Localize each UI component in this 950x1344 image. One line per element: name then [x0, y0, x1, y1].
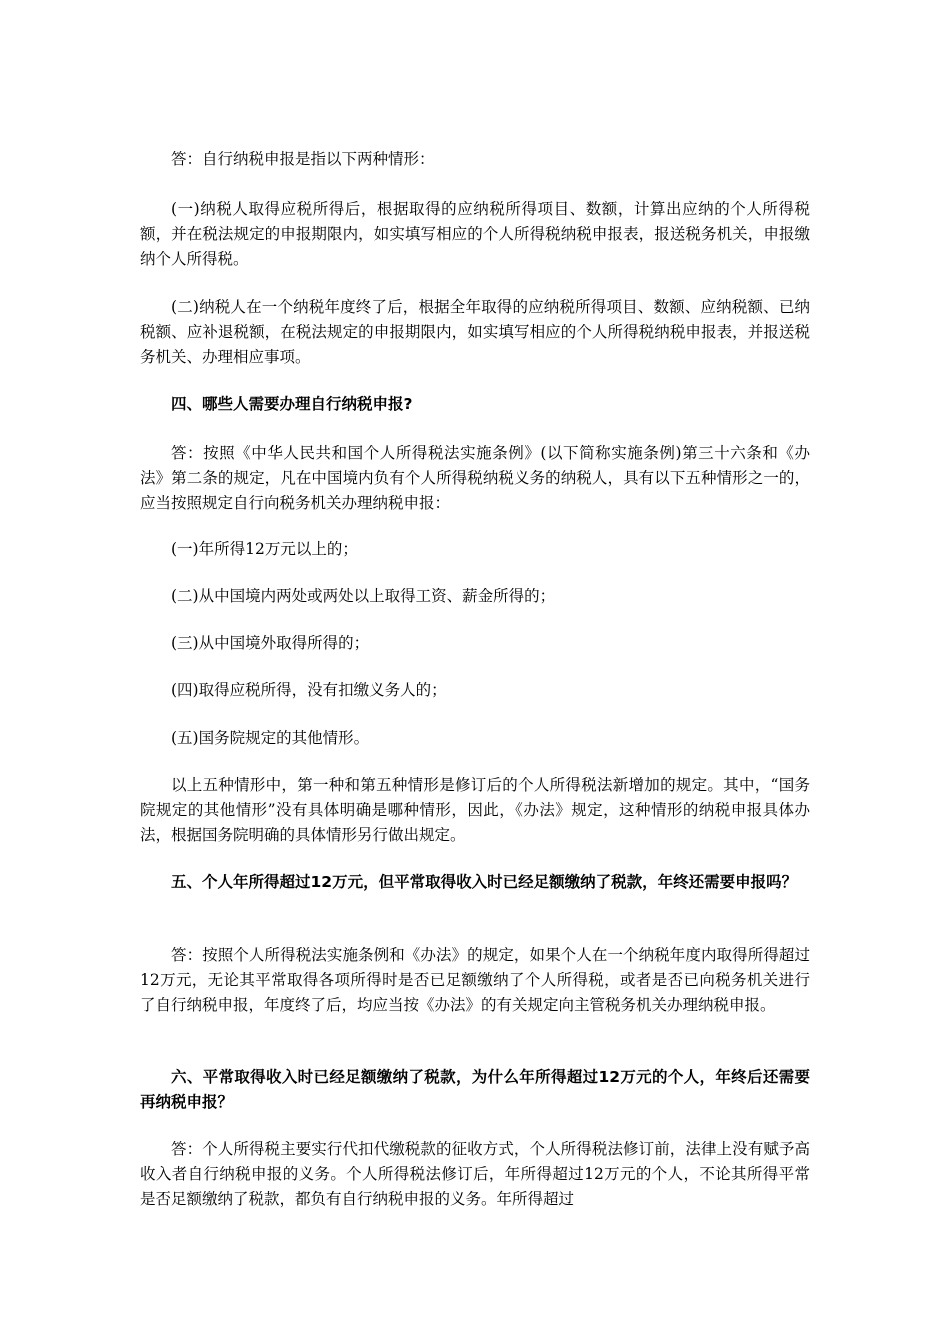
answer-4-item-3: (三)从中国境外取得所得的； [171, 634, 370, 652]
section-heading-5: 五、个人年所得超过12万元，但平常取得收入时已经足额缴纳了税款，年终还需要申报吗？ [171, 873, 798, 891]
section-heading-6: 六、平常取得收入时已经足额缴纳了税款，为什么年所得超过12万元的个人，年终后还需要再纳税申报？ [140, 1068, 810, 1111]
answer-4-note-paragraph: 以上五种情形中，第一种和第五种情形是修订后的个人所得税法新增加的规定。其中，“国务院规定的其他情形”没有具体明确是哪种情形，因此，《办法》规定，这种情形的纳税申报具体办法，根据国务院明确的具体情形另行做出规定。 [140, 776, 810, 844]
answer-3-case-2-paragraph: (二)纳税人在一个纳税年度终了后，根据全年取得的应纳税所得项目、数额、应纳税额、已纳税额、应补退税额，在税法规定的申报期限内，如实填写相应的个人所得税纳税申报表，并报送税务机关、办理相应事项。 [140, 298, 810, 366]
answer-4-item-4: (四)取得应税所得，没有扣缴义务人的； [171, 681, 447, 699]
answer-6-paragraph: 答：个人所得税主要实行代扣代缴税款的征收方式，个人所得税法修订前，法律上没有赋予高收入者自行纳税申报的义务。个人所得税法修订后，年所得超过12万元的个人，不论其所得平常是否足额缴纳了税款，都负有自行纳税申报的义务。年所得超过 [140, 1140, 810, 1208]
answer-3-case-1-paragraph: (一)纳税人取得应税所得后，根据取得的应纳税所得项目、数额，计算出应纳的个人所得税额，并在税法规定的申报期限内，如实填写相应的个人所得税纳税申报表，报送税务机关，申报缴纳个人所得税。 [140, 200, 810, 268]
answer-4-item-2: (二)从中国境内两处或两处以上取得工资、薪金所得的； [171, 587, 556, 605]
answer-3-intro-paragraph: 答：自行纳税申报是指以下两种情形： [171, 150, 435, 168]
answer-4-item-5: (五)国务院规定的其他情形。 [171, 729, 370, 747]
answer-4-intro-paragraph: 答：按照《中华人民共和国个人所得税法实施条例》(以下简称实施条例)第三十六条和《办法》第二条的规定，凡在中国境内负有个人所得税纳税义务的纳税人，具有以下五种情形之一的，应当按照规定自行向税务机关办理纳税申报： [140, 444, 810, 512]
answer-4-item-1: (一)年所得12万元以上的； [171, 540, 358, 558]
section-heading-4: 四、哪些人需要办理自行纳税申报? [171, 395, 413, 413]
answer-5-paragraph: 答：按照个人所得税法实施条例和《办法》的规定，如果个人在一个纳税年度内取得所得超过12万元，无论其平常取得各项所得时是否已足额缴纳了个人所得税，或者是否已向税务机关进行了自行纳税申报，年度终了后，均应当按《办法》的有关规定向主管税务机关办理纳税申报。 [140, 946, 810, 1014]
